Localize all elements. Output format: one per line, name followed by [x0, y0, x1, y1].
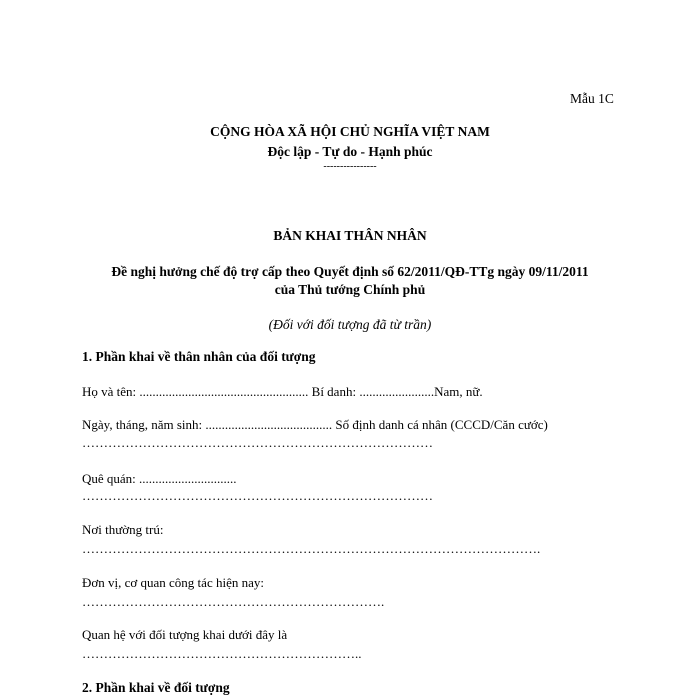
header-rule: ---------------- [323, 161, 377, 172]
dob-id-dots: ……………………………………………………………………… [82, 435, 433, 450]
hometown-dots: ……………………………………………………………………… [82, 488, 433, 503]
document-note: (Đối với đối tượng đã từ trần) [268, 317, 432, 332]
relation-label: Quan hệ với đối tượng khai dưới đây là [82, 627, 288, 642]
form-code: Mẫu 1C [570, 91, 614, 106]
section1-heading: 1. Phần khai về thân nhân của đối tượng [82, 349, 316, 364]
work-dots: ……………………………………………………………. [82, 594, 385, 609]
relation-dots: ……………………………………………………….. [82, 646, 362, 661]
nation-heading: CỘNG HÒA XÃ HỘI CHỦ NGHĨA VIỆT NAM [210, 124, 490, 139]
document-subtitle-line2: của Thủ tướng Chính phủ [274, 282, 426, 297]
dob-id-line: Ngày, tháng, năm sinh: ....................................... Số định danh cá nhân (CCCD/Căn cước) [82, 417, 548, 432]
name-line: Họ và tên: .................................................... Bí danh: .......................Nam, nữ. [82, 384, 483, 399]
motto: Độc lập - Tự do - Hạnh phúc [267, 144, 433, 159]
residence-dots: ……………………………………………………………………………………………. [82, 541, 541, 556]
residence-label: Nơi thường trú: [82, 522, 164, 537]
hometown-label: Quê quán: .............................. [82, 471, 237, 486]
document-title: BẢN KHAI THÂN NHÂN [273, 228, 427, 243]
document-subtitle-line1: Đề nghị hưởng chế độ trợ cấp theo Quyết định số 62/2011/QĐ-TTg ngày 09/11/2011 [111, 264, 589, 279]
work-label: Đơn vị, cơ quan công tác hiện nay: [82, 575, 264, 590]
section2-heading: 2. Phần khai về đối tượng [82, 680, 230, 695]
